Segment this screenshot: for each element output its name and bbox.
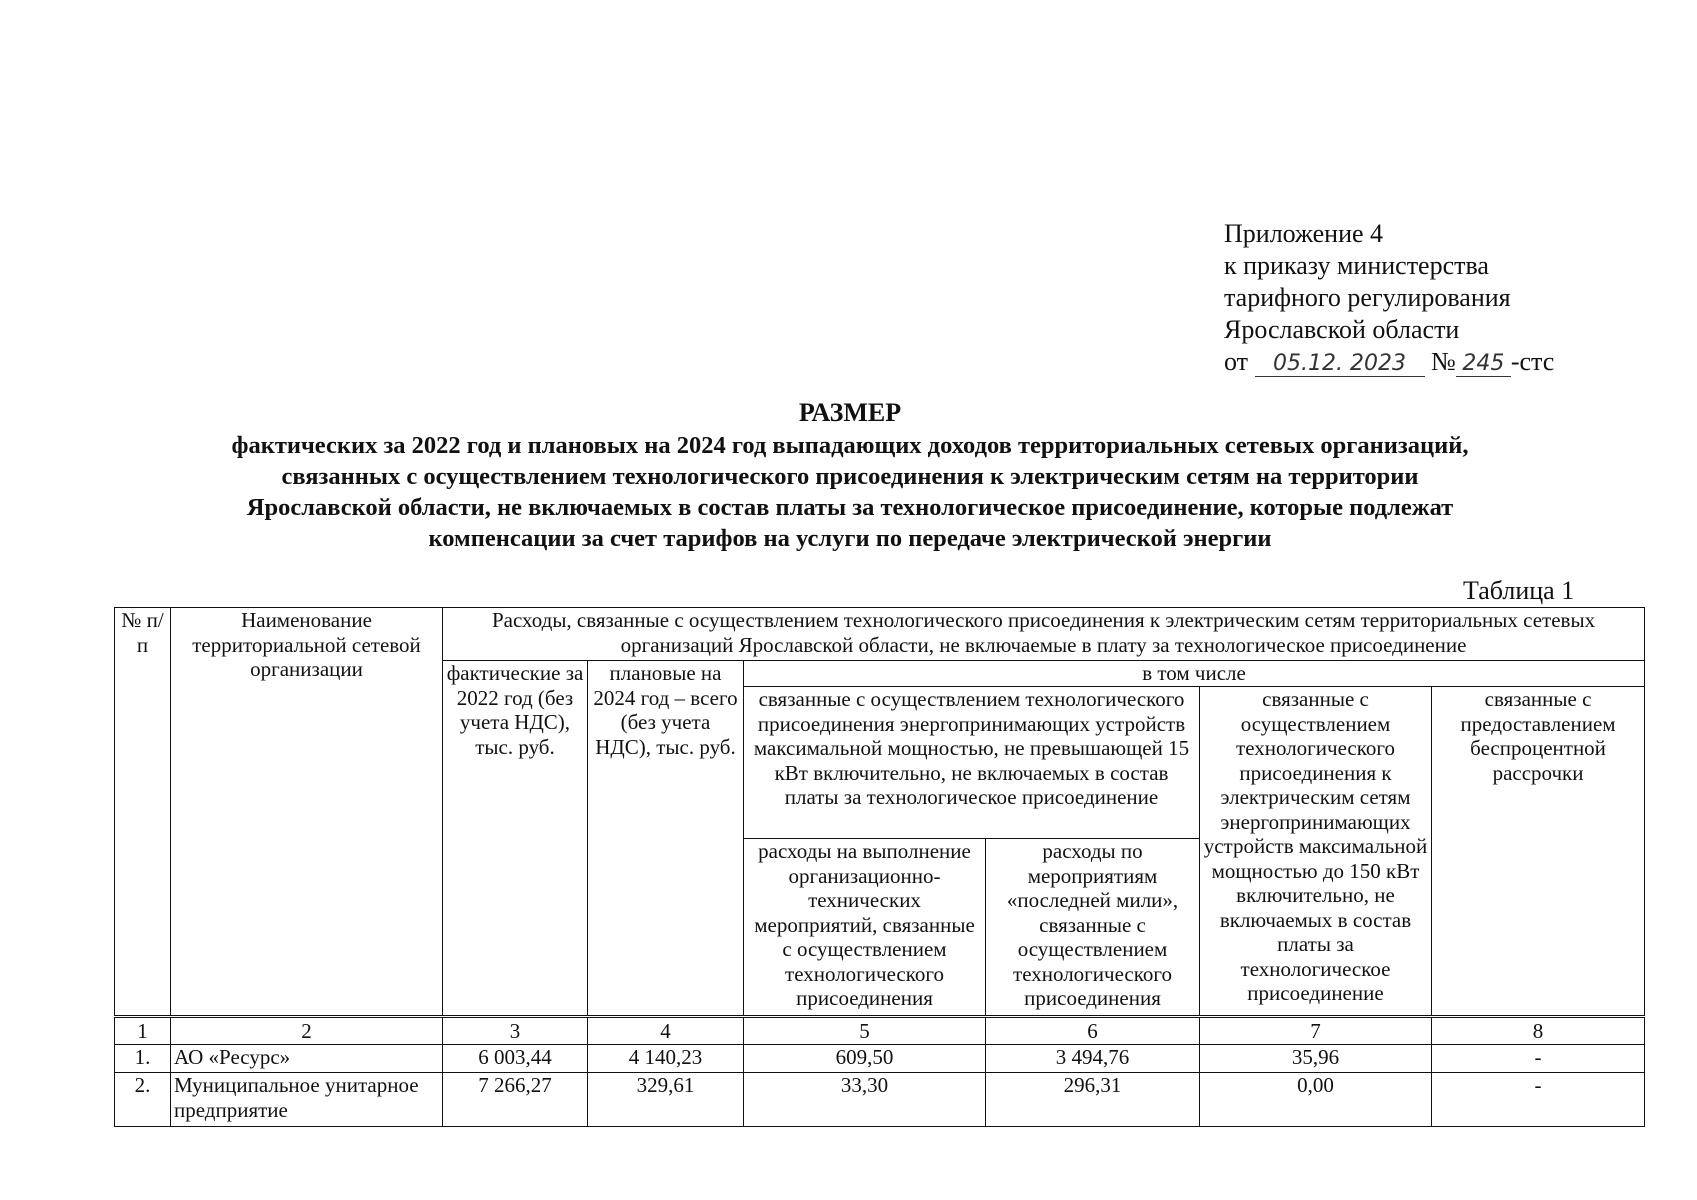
column-number: 2 [171,1017,443,1045]
row-150kw: 0,00 [1200,1073,1432,1127]
row-last-mile: 3 494,76 [986,1045,1200,1073]
subtitle-line: фактических за 2022 год и плановых на 2024 год выпадающих доходов территориальных сетевых организаций, [231,432,1469,459]
appendix-line: Приложение 4 [1224,219,1384,248]
table-row [115,1045,1645,1073]
row-installment: - [1432,1045,1645,1073]
table-row [115,1073,1645,1127]
order-suffix: -стс [1510,347,1555,376]
order-number: 245 [1456,352,1511,377]
header-15kw: связанные с осуществлением технологического присоединения энергопринимающих устройств максимальной мощностью, не превышающей 15 кВт включительно, не включаемых в состав платы за технологическое присоединение [744,687,1200,839]
header-org-measures: расходы на выполнение организационно-технических мероприятий, связанные с осуществлением технологического присоединения [744,839,986,1017]
document-heading: РАЗМЕР [798,398,902,427]
row-last-mile: 296,31 [986,1073,1200,1127]
header-fact: фактические за 2022 год (без учета НДС), тыс. руб. [443,661,588,1017]
row-org-measures: 33,30 [744,1073,986,1127]
subtitle-line: Ярославской области, не включаемых в состав платы за технологическое присоединение, которые подлежат [246,494,1454,521]
subtitle-line: связанных с осуществлением технологического присоединения к электрическим сетям на территории [281,463,1419,490]
row-plan: 4 140,23 [588,1045,744,1073]
row-org-name: Муниципальное унитарное предприятие [171,1073,443,1127]
appendix-block [1224,218,1554,378]
order-prefix: от [1224,347,1249,376]
appendix-line: к приказу министерства [1224,251,1489,280]
row-org-measures: 609,50 [744,1045,986,1073]
header-installment: связанные с предоставлением беспроцентной рассрочки [1432,687,1645,1017]
column-number: 6 [986,1017,1200,1045]
order-date: 05.12. 2023 [1255,352,1425,377]
header-including: в том числе [744,661,1645,687]
column-number: 4 [588,1017,744,1045]
appendix-order-line [1224,346,1554,378]
column-number: 7 [1200,1017,1432,1045]
column-number: 1 [115,1017,171,1045]
appendix-line: тарифного регулирования [1224,283,1511,312]
row-fact: 6 003,44 [443,1045,588,1073]
revenue-table [114,607,1645,1127]
appendix-line: Ярославской области [1224,315,1460,344]
row-plan: 329,61 [588,1073,744,1127]
row-num: 2. [115,1073,171,1127]
row-fact: 7 266,27 [443,1073,588,1127]
document-subtitle [110,430,1590,554]
row-installment: - [1432,1073,1645,1127]
header-org-name: Наименование территориальной сетевой организации [171,608,443,1017]
subtitle-line: компенсации за счет тарифов на услуги по передаче электрической энергии [428,525,1272,552]
header-num: № п/п [115,608,171,1017]
row-150kw: 35,96 [1200,1045,1432,1073]
table-label: Таблица 1 [1463,576,1575,605]
column-number: 5 [744,1017,986,1045]
header-150kw: связанные с осуществлением технологического присоединения к электрическим сетям энергопринимающих устройств максимальной мощностью до 150 кВт включительно, не включаемых в состав платы за технологическое присоединение [1200,687,1432,1017]
header-last-mile: расходы по мероприятиям «последней мили», связанные с осуществлением технологического присоединения [986,839,1200,1017]
order-num-sign: № [1431,347,1456,376]
column-number: 3 [443,1017,588,1045]
column-number: 8 [1432,1017,1645,1045]
header-plan: плановые на 2024 год – всего (без учета НДС), тыс. руб. [588,661,744,1017]
header-expenses: Расходы, связанные с осуществлением технологического присоединения к электрическим сетям территориальных сетевых организаций Ярославской области, не включаемые в плату за технологическое присоединение [443,608,1645,661]
row-num: 1. [115,1045,171,1073]
row-org-name: АО «Ресурс» [171,1045,443,1073]
